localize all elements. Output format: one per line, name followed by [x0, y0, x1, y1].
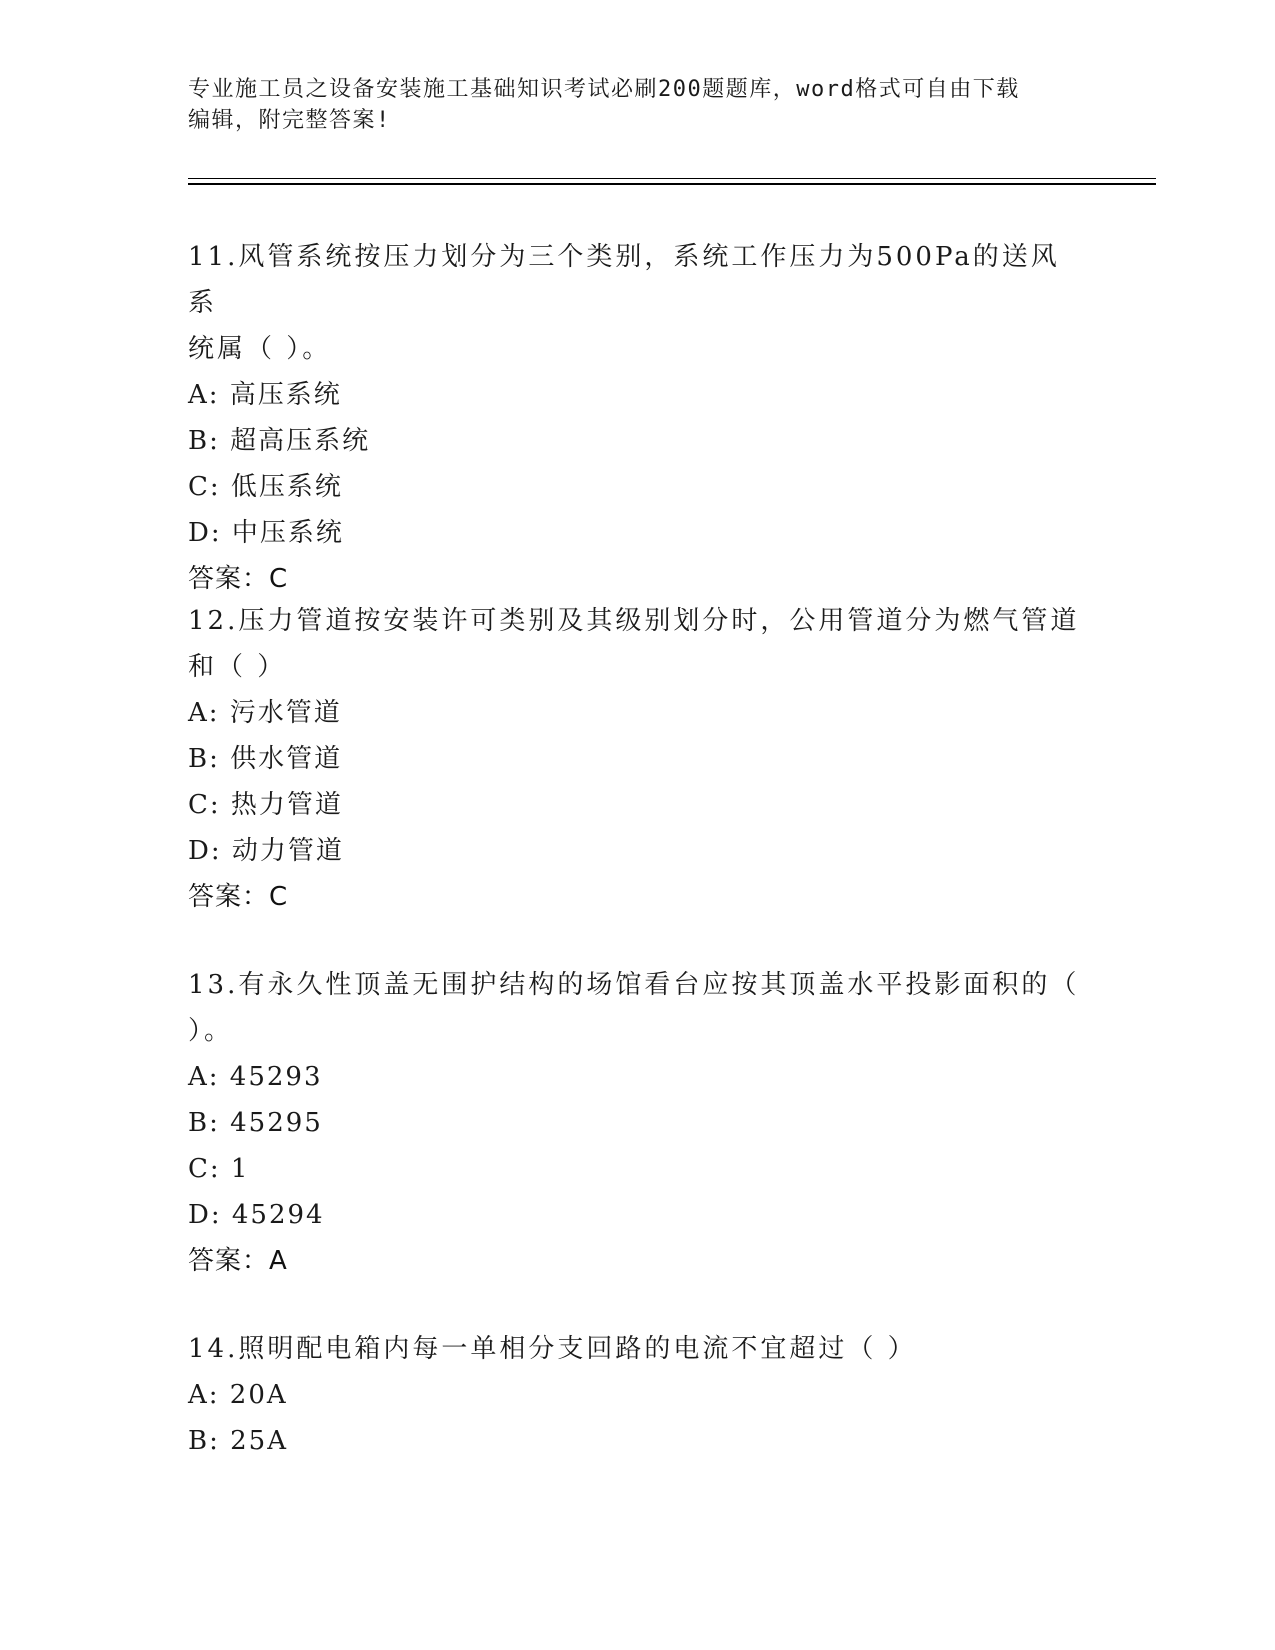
option-a: A: 高压系统: [188, 380, 342, 410]
question-11: [188, 234, 1088, 602]
question-13: [188, 962, 1088, 1284]
header-line-2: 编辑，附完整答案!: [188, 108, 391, 133]
answer-line: 答案：A: [188, 1246, 288, 1276]
option-a: A: 20A: [188, 1380, 288, 1410]
option-b: B: 超高压系统: [188, 426, 371, 456]
question-stem-line: 12.压力管道按安装许可类别及其级别划分时，公用管道分为燃气管道: [188, 606, 1080, 636]
header-line-1: 专业施工员之设备安装施工基础知识考试必刷200题题库，word格式可自由下载: [188, 77, 1020, 102]
answer-line: 答案：C: [188, 882, 289, 912]
header-divider-thin: [188, 178, 1156, 179]
question-14: [188, 1326, 1088, 1464]
option-c: C: 1: [188, 1154, 250, 1184]
document-header: [188, 74, 1068, 136]
question-stem-line: 统属（ ）。: [188, 334, 332, 364]
option-b: B: 25A: [188, 1426, 288, 1456]
question-stem-line: 和（ ）: [188, 652, 287, 682]
header-divider-thick: [188, 183, 1156, 185]
option-b: B: 45295: [188, 1108, 323, 1138]
question-stem-line: 13.有永久性顶盖无围护结构的场馆看台应按其顶盖水平投影面积的（: [188, 970, 1080, 1000]
question-12: [188, 598, 1088, 920]
option-a: A: 45293: [188, 1062, 323, 1092]
option-c: C: 热力管道: [188, 790, 343, 820]
option-d: D: 45294: [188, 1200, 325, 1230]
option-c: C: 低压系统: [188, 472, 343, 502]
option-d: D: 动力管道: [188, 836, 344, 866]
option-d: D: 中压系统: [188, 518, 344, 548]
question-stem-line: ）。: [188, 1016, 234, 1046]
question-stem-line: 14.照明配电箱内每一单相分支回路的电流不宜超过（ ）: [188, 1334, 917, 1364]
answer-line: 答案：C: [188, 564, 289, 594]
option-b: B: 供水管道: [188, 744, 343, 774]
question-stem-line: 11.风管系统按压力划分为三个类别，系统工作压力为500Pa的送风系: [188, 242, 1060, 318]
option-a: A: 污水管道: [188, 698, 342, 728]
